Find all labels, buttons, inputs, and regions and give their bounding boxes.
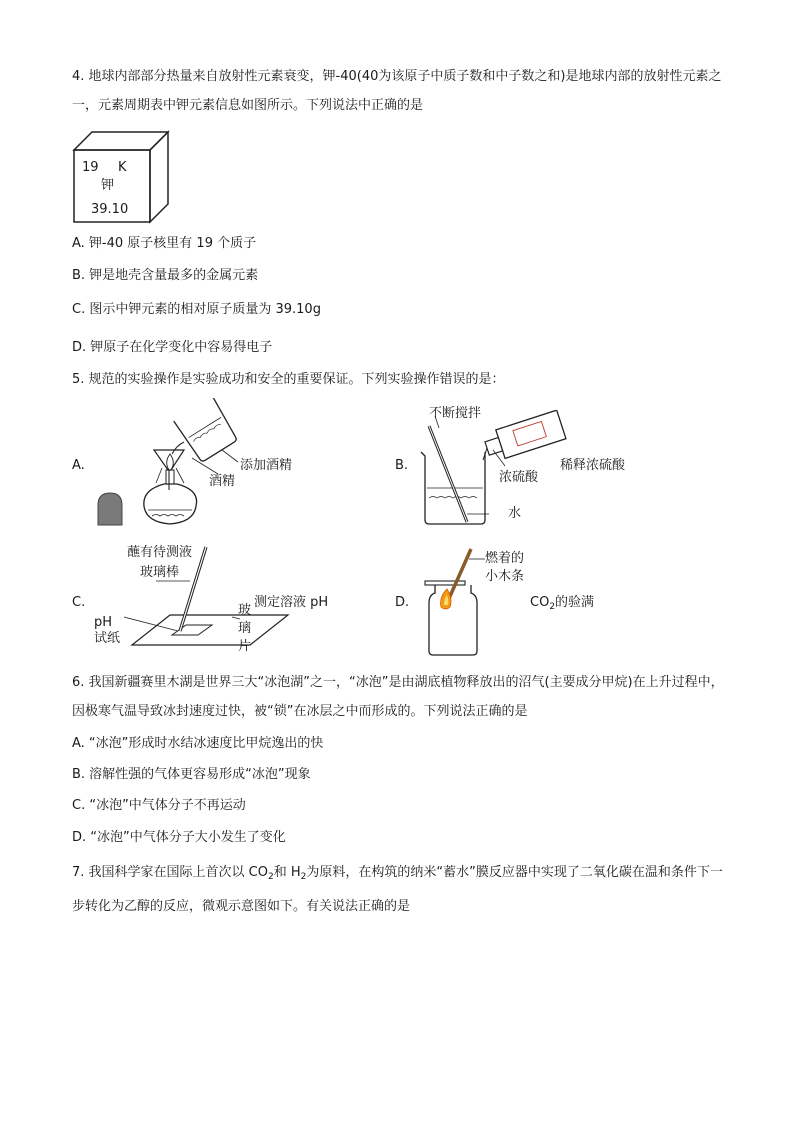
label-glass-1: 玻 <box>238 603 252 618</box>
label-glass-2: 璃 <box>238 621 252 636</box>
q6-option-b: B. 溶解性强的气体更容易形成“冰泡”现象 <box>72 767 311 782</box>
q5-figure-b <box>395 406 655 535</box>
caption-text: 的验满 <box>555 595 595 610</box>
label-water: 水 <box>508 506 522 521</box>
q7-stem-part1: 7. 我国科学家在国际上首次以 CO <box>72 865 268 880</box>
label-acid: 浓硫酸 <box>499 470 539 485</box>
q6-stem: 6. 我国新疆赛里木湖是世界三大“冰泡湖”之一，“冰泡”是由湖底植物释放出的沼气(主要成分甲烷)在上升过程中，因极寒气温导致冰封速度过快，被“锁”在冰层之中而形成的。下列说法正确的是 <box>72 675 724 719</box>
q4-stem: 4. 地球内部部分热量来自放射性元素衰变，钾-40(40为该原子中质子数和中子数之和)是地球内部的放射性元素之一，元素周期表中钾元素信息如图所示。下列说法中正确的是 <box>72 69 722 113</box>
q6-option-d: D. “冰泡”中气体分子大小发生了变化 <box>72 830 286 845</box>
label-stir: 不断搅拌 <box>429 406 482 421</box>
figure-a-letter: A. <box>72 458 85 473</box>
figure-b-caption: 稀释浓硫酸 <box>560 458 626 473</box>
element-name: 钾 <box>101 178 115 193</box>
label-ph-paper: 试纸 <box>94 631 121 646</box>
label-stick-line1: 燃着的 <box>485 551 525 566</box>
label-alcohol: 酒精 <box>209 474 236 489</box>
label-rod-line1: 蘸有待测液 <box>127 545 193 560</box>
label-stick-line2: 小木条 <box>485 569 525 584</box>
co2-formula: CO <box>530 595 550 610</box>
element-mass: 39.10 <box>91 202 129 217</box>
element-number: 19 <box>82 160 99 175</box>
q5-figure-d <box>395 545 655 660</box>
q7-co2-subscript: 2 <box>267 872 274 882</box>
label-ph: pH <box>94 615 113 630</box>
q7-stem <box>72 858 724 921</box>
figure-a-caption: 添加酒精 <box>240 458 293 473</box>
q4-option-b: B. 钾是地壳含量最多的金属元素 <box>72 268 259 283</box>
q5-figure-a <box>72 398 322 533</box>
q4-option-c: C. 图示中钾元素的相对原子质量为 39.10g <box>72 302 321 317</box>
q5-figure-c <box>72 545 372 670</box>
co2-test-illustration <box>395 545 655 660</box>
q7-h2-subscript: 2 <box>300 872 307 882</box>
figure-b-letter: B. <box>395 458 409 473</box>
figure-d-letter: D. <box>395 595 410 610</box>
q6-option-c: C. “冰泡”中气体分子不再运动 <box>72 798 246 813</box>
figure-c-caption: 测定溶液 pH <box>254 595 329 610</box>
q4-option-a: A. 钾-40 原子核里有 19 个质子 <box>72 236 257 251</box>
co2-subscript: 2 <box>549 602 556 612</box>
q5-stem: 5. 规范的实验操作是实验成功和安全的重要保证。下列实验操作错误的是： <box>72 372 505 387</box>
q7-stem-part2: 和 H <box>273 865 301 880</box>
q4-option-d: D. 钾原子在化学变化中容易得电子 <box>72 340 273 355</box>
q7-stem-part3: 为原料，在构筑的纳米“蓄水”膜反应器中实现了二氧化碳在温和条件下一步转化为乙醇的反应，微观示意图如下。有关说法正确的是 <box>72 865 723 914</box>
figure-c-letter: C. <box>72 595 86 610</box>
label-rod-line2: 玻璃棒 <box>140 565 180 580</box>
figure-d-caption <box>530 595 594 615</box>
q6-option-a: A. “冰泡”形成时水结冰速度比甲烷逸出的快 <box>72 736 324 751</box>
element-symbol: K <box>118 160 127 175</box>
label-glass-3: 片 <box>238 639 252 654</box>
element-cell <box>72 128 172 224</box>
